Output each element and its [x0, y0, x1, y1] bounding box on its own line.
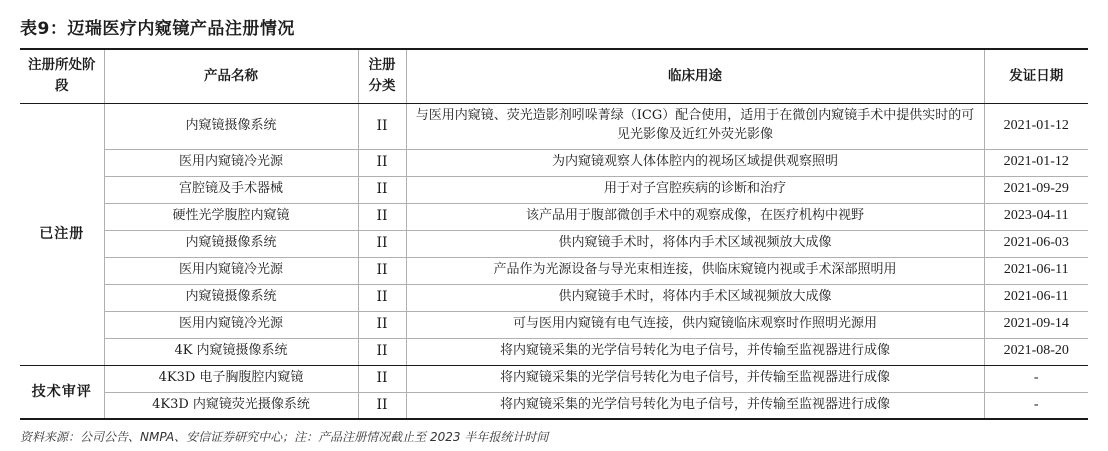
issue-date: 2021-06-03 — [984, 230, 1088, 257]
clinical-usage: 产品作为光源设备与导光束相连接，供临床窥镜内视或手术深部照明用 — [406, 257, 984, 284]
issue-date: 2021-06-11 — [984, 257, 1088, 284]
header-stage: 注册所处阶段 — [20, 49, 104, 103]
registration-class: II — [358, 284, 406, 311]
issue-date: 2021-09-14 — [984, 311, 1088, 338]
registration-class: II — [358, 230, 406, 257]
registration-table — [20, 48, 1088, 420]
table-row — [20, 230, 1088, 257]
registration-class: II — [358, 203, 406, 230]
product-name: 医用内窥镜冷光源 — [104, 311, 358, 338]
header-row — [20, 49, 1088, 103]
registration-class: II — [358, 103, 406, 149]
header-date: 发证日期 — [984, 49, 1088, 103]
clinical-usage: 用于对子宫腔疾病的诊断和治疗 — [406, 176, 984, 203]
product-name: 内窥镜摄像系统 — [104, 230, 358, 257]
clinical-usage: 与医用内窥镜、荧光造影剂吲哚菁绿（ICG）配合使用，适用于在微创内窥镜手术中提供实时的可见光影像及近红外荧光影像 — [406, 103, 984, 149]
product-name: 内窥镜摄像系统 — [104, 103, 358, 149]
product-name: 医用内窥镜冷光源 — [104, 149, 358, 176]
table-title: 表9：迈瑞医疗内窥镜产品注册情况 — [20, 19, 295, 39]
header-usage: 临床用途 — [406, 49, 984, 103]
table-row — [20, 203, 1088, 230]
table-row — [20, 392, 1088, 419]
registration-class: II — [358, 311, 406, 338]
product-name: 宫腔镜及手术器械 — [104, 176, 358, 203]
issue-date: 2021-09-29 — [984, 176, 1088, 203]
issue-date: 2021-01-12 — [984, 103, 1088, 149]
registration-class: II — [358, 338, 406, 365]
registration-class: II — [358, 176, 406, 203]
issue-date: 2021-01-12 — [984, 149, 1088, 176]
stage-cell-registered: 已注册 — [20, 103, 104, 365]
table-row — [20, 338, 1088, 365]
product-name: 医用内窥镜冷光源 — [104, 257, 358, 284]
clinical-usage: 供内窥镜手术时，将体内手术区域视频放大成像 — [406, 284, 984, 311]
table-row — [20, 149, 1088, 176]
header-name: 产品名称 — [104, 49, 358, 103]
issue-date: 2021-06-11 — [984, 284, 1088, 311]
clinical-usage: 为内窥镜观察人体体腔内的视场区域提供观察照明 — [406, 149, 984, 176]
registration-class: II — [358, 392, 406, 419]
table-row — [20, 311, 1088, 338]
clinical-usage: 可与医用内窥镜有电气连接，供内窥镜临床观察时作照明光源用 — [406, 311, 984, 338]
product-name: 硬性光学腹腔内窥镜 — [104, 203, 358, 230]
clinical-usage: 将内窥镜采集的光学信号转化为电子信号，并传输至监视器进行成像 — [406, 365, 984, 392]
table-row — [20, 257, 1088, 284]
clinical-usage: 供内窥镜手术时，将体内手术区域视频放大成像 — [406, 230, 984, 257]
product-name: 4K3D 内窥镜荧光摄像系统 — [104, 392, 358, 419]
clinical-usage: 该产品用于腹部微创手术中的观察成像，在医疗机构中视野 — [406, 203, 984, 230]
issue-date: - — [984, 365, 1088, 392]
registration-class: II — [358, 257, 406, 284]
registration-class: II — [358, 149, 406, 176]
stage-cell-review: 技术审评 — [20, 365, 104, 419]
clinical-usage: 将内窥镜采集的光学信号转化为电子信号，并传输至监视器进行成像 — [406, 338, 984, 365]
product-name: 4K 内窥镜摄像系统 — [104, 338, 358, 365]
product-name: 内窥镜摄像系统 — [104, 284, 358, 311]
issue-date: 2023-04-11 — [984, 203, 1088, 230]
product-name: 4K3D 电子胸腹腔内窥镜 — [104, 365, 358, 392]
source-note: 资料来源：公司公告、NMPA、安信证券研究中心；注：产品注册情况截止至 2023 半年报统计时间 — [20, 430, 549, 444]
table-row — [20, 176, 1088, 203]
table-row — [20, 284, 1088, 311]
header-class: 注册分类 — [358, 49, 406, 103]
clinical-usage: 将内窥镜采集的光学信号转化为电子信号，并传输至监视器进行成像 — [406, 392, 984, 419]
table-row — [20, 365, 1088, 392]
issue-date: - — [984, 392, 1088, 419]
registration-class: II — [358, 365, 406, 392]
table-row — [20, 103, 1088, 149]
issue-date: 2021-08-20 — [984, 338, 1088, 365]
